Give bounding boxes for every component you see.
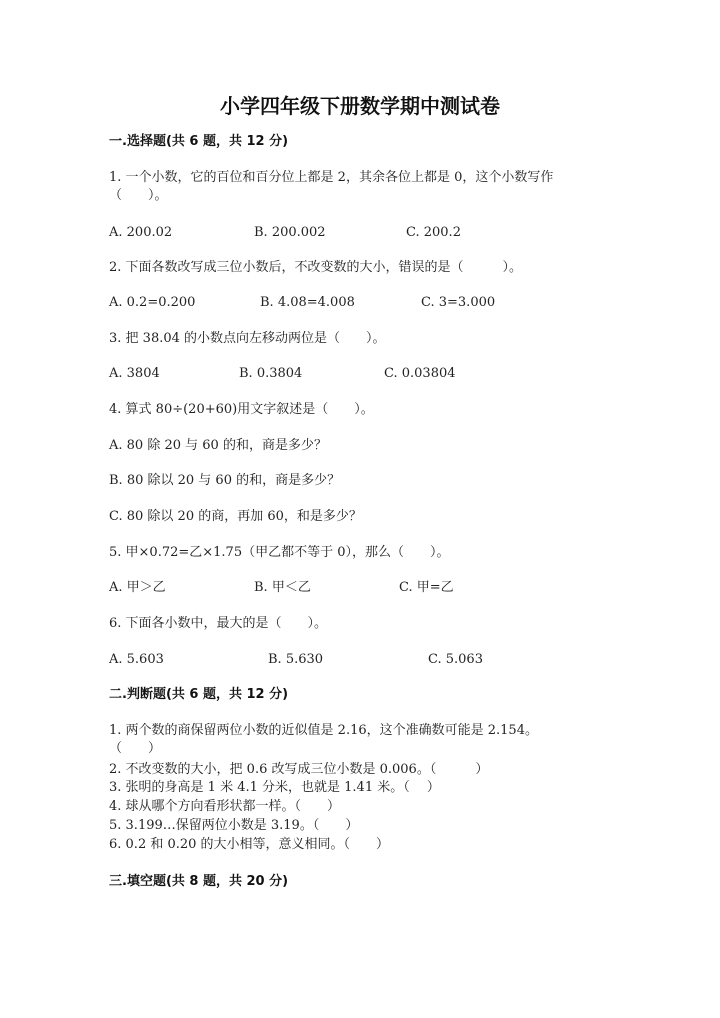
judgement-item-blank: （ ） (109, 741, 162, 756)
judgement-item: 2. 不改变数的大小，把 0.6 改写成三位小数是 0.006。（ ） (109, 762, 489, 777)
option-b: B. 甲＜乙 (254, 580, 311, 595)
option-c: C. 5.063 (428, 652, 483, 667)
option-c: C. 0.03804 (384, 366, 456, 381)
judgement-item: 6. 0.2 和 0.20 的大小相等，意义相同。（ ） (109, 837, 390, 852)
question-1-blank: （ ）。 (109, 188, 168, 203)
section-heading-judgement: 二.判断题(共 6 题，共 12 分) (109, 687, 289, 702)
option-b: B. 4.08=4.008 (260, 295, 355, 310)
judgement-item: 4. 球从哪个方向看形状都一样。（ ） (109, 799, 341, 814)
judgement-item: 5. 3.199…保留两位小数是 3.19。（ ） (109, 818, 359, 833)
option-a: A. 3804 (109, 366, 160, 381)
question-1: 1. 一个小数，它的百位和百分位上都是 2，其余各位上都是 0，这个小数写作 (109, 170, 554, 185)
option-b: B. 5.630 (268, 652, 324, 667)
judgement-item: 1. 两个数的商保留两位小数的近似值是 2.16，这个准确数可能是 2.154。 (109, 723, 538, 738)
option-c: C. 80 除以 20 的商，再加 60，和是多少？ (109, 509, 362, 524)
question-3: 3. 把 38.04 的小数点向左移动两位是（ ）。 (109, 331, 386, 346)
question-6: 6. 下面各小数中，最大的是（ ）。 (109, 616, 328, 631)
question-5: 5. 甲×0.72=乙×1.75（甲乙都不等于 0），那么（ ）。 (109, 545, 450, 560)
option-c: C. 甲=乙 (399, 580, 454, 595)
option-b: B. 0.3804 (239, 366, 303, 381)
judgement-item: 3. 张明的身高是 1 米 4.1 分米，也就是 1.41 米。（ ） (109, 780, 440, 795)
option-b: B. 80 除以 20 与 60 的和，商是多少？ (109, 473, 341, 488)
question-4: 4. 算式 80÷(20+60)用文字叙述是（ ）。 (109, 402, 374, 417)
option-a: A. 甲＞乙 (109, 580, 166, 595)
option-a: A. 5.603 (109, 652, 164, 667)
option-a: A. 200.02 (109, 225, 173, 240)
option-b: B. 200.002 (254, 225, 326, 240)
option-c: C. 200.2 (406, 225, 461, 240)
section-heading-fill-blank: 三.填空题(共 8 题，共 20 分) (109, 874, 289, 889)
section-heading-choice: 一.选择题(共 6 题，共 12 分) (109, 134, 289, 149)
option-a: A. 0.2=0.200 (109, 295, 196, 310)
option-c: C. 3=3.000 (421, 295, 496, 310)
question-2: 2. 下面各数改写成三位小数后，不改变数的大小，错误的是（ ）。 (109, 260, 523, 275)
option-a: A. 80 除 20 与 60 的和，商是多少？ (109, 438, 327, 453)
page-title: 小学四年级下册数学期中测试卷 (220, 94, 500, 118)
